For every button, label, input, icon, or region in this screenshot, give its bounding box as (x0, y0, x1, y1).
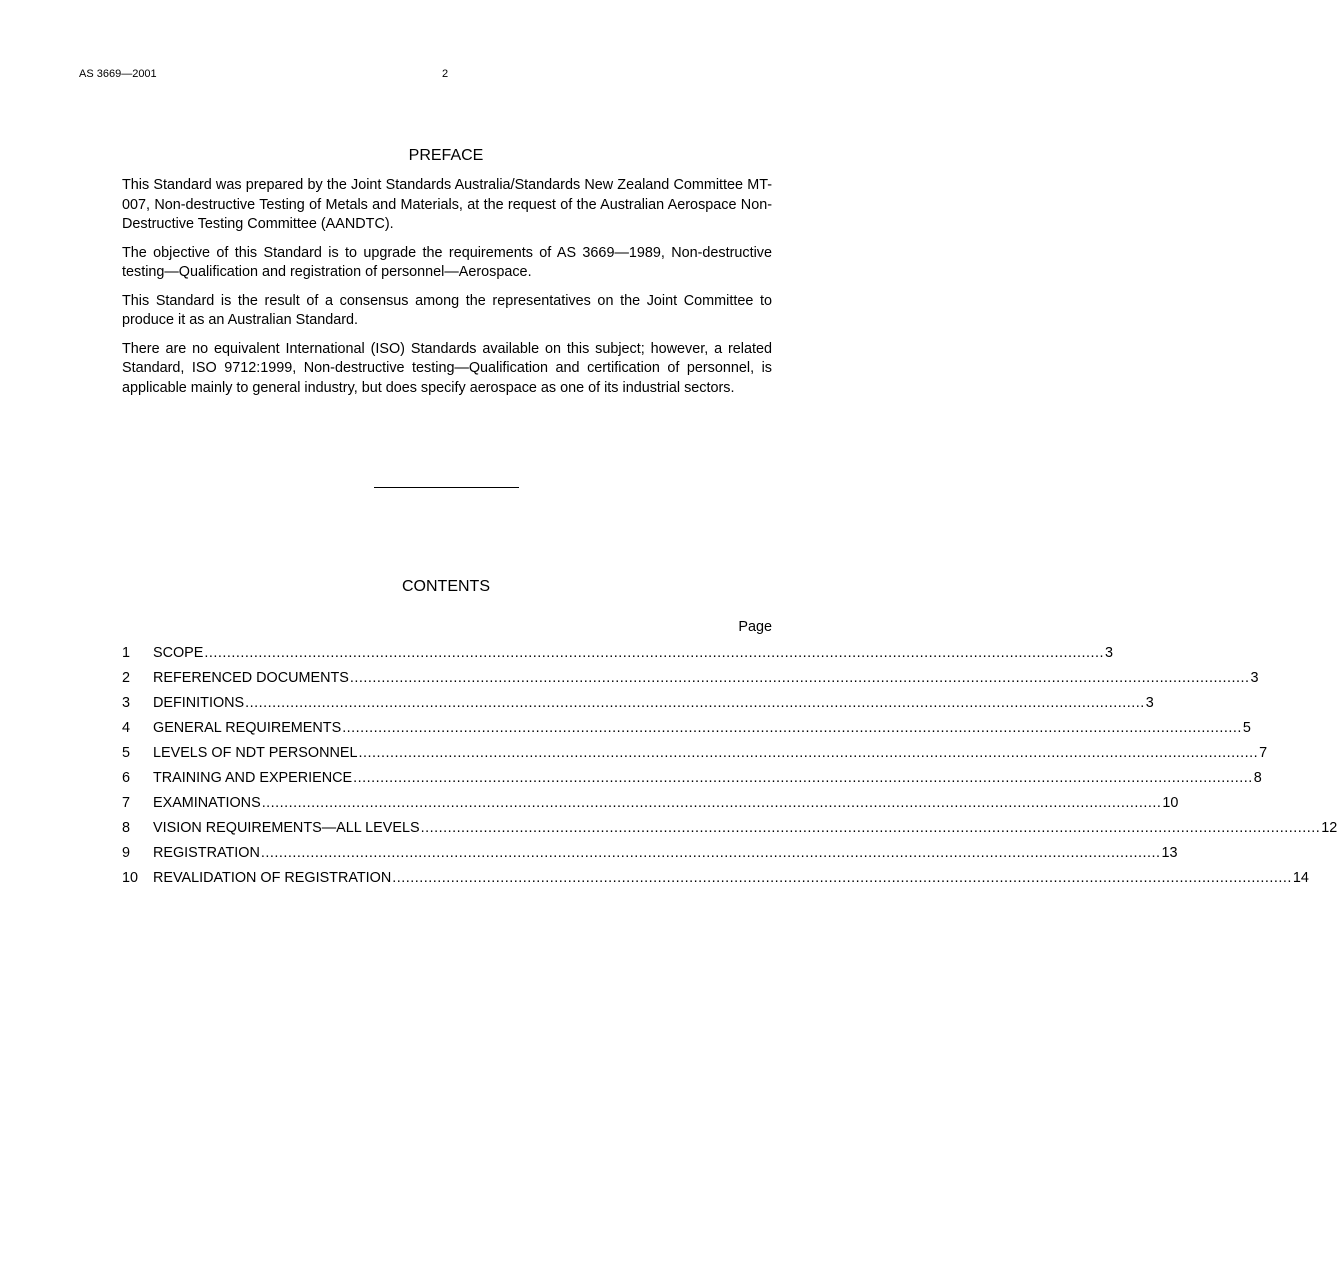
toc-entry-page: 7 (1259, 745, 1268, 761)
toc-entry-title: VISION REQUIREMENTS—ALL LEVELS (153, 820, 420, 836)
preface-paragraph: This Standard is the result of a consensus among the representatives on the Joint Committee to produce it as an Australian Standard. (122, 292, 772, 328)
toc-entry-title: REVALIDATION OF REGISTRATION (153, 870, 392, 886)
preface-paragraph: The objective of this Standard is to upgrade the requirements of AS 3669—1989, Non-destructive testing—Qualification and registration of personnel—Aerospace. (122, 244, 772, 280)
toc-entry-title: SCOPE (153, 645, 204, 661)
toc-leader-dots: ........................................................................................................................................................................................................ (349, 670, 1250, 686)
toc-leader-dots: ........................................................................................................................................................................................................ (245, 695, 1145, 711)
preface-paragraph: This Standard was prepared by the Joint Standards Australia/Standards New Zealand Committee MT-007, Non-destructive Testing of Metals and Materials, at the request of the Australian Aerospace Non-Destructive Testing Committee (AANDTC). (122, 177, 772, 232)
toc-leader-dots: ........................................................................................................................................................................................................ (342, 720, 1242, 736)
toc-leader-dots: ........................................................................................................................................................................................................ (204, 645, 1105, 661)
toc-entry-definitions[interactable] (122, 693, 1154, 718)
toc-entry-page: 12 (1321, 820, 1337, 836)
toc-leader-dots: ........................................................................................................................................................................................................ (358, 745, 1259, 761)
toc-entry-registration[interactable] (122, 843, 1178, 868)
toc-entry-revalidation-of-registration[interactable] (122, 868, 1309, 893)
page-column-label: Page (738, 619, 772, 635)
toc-entry-title: DEFINITIONS (153, 695, 245, 711)
toc-entry-page: 8 (1253, 770, 1262, 786)
toc-entry-page: 3 (1105, 645, 1114, 661)
toc-entry-number: 8 (122, 820, 131, 836)
toc-entry-scope[interactable] (122, 643, 1114, 668)
document-id: AS 3669—2001 (79, 68, 157, 80)
preface-body (122, 176, 772, 407)
toc-entry-page: 5 (1242, 720, 1251, 736)
toc-entry-page: 14 (1292, 870, 1309, 886)
toc-entry-number: 10 (122, 870, 139, 886)
toc-entry-training-and-experience[interactable] (122, 768, 1262, 793)
preface-heading: PREFACE (408, 147, 484, 164)
toc-entry-title: REFERENCED DOCUMENTS (153, 670, 349, 686)
toc-leader-dots: ........................................................................................................................................................................................................ (392, 870, 1292, 886)
toc-leader-dots: ........................................................................................................................................................................................................ (420, 820, 1321, 836)
toc-entry-page: 3 (1250, 670, 1259, 686)
toc-entry-vision-requirements[interactable] (122, 818, 1337, 843)
toc-entry-number: 5 (122, 745, 131, 761)
toc-leader-dots: ........................................................................................................................................................................................................ (261, 795, 1162, 811)
toc-entry-page: 3 (1145, 695, 1154, 711)
toc-entry-title: TRAINING AND EXPERIENCE (153, 770, 353, 786)
toc-leader-dots: ........................................................................................................................................................................................................ (260, 845, 1161, 861)
toc-entry-title: GENERAL REQUIREMENTS (153, 720, 342, 736)
toc-entry-examinations[interactable] (122, 793, 1179, 818)
toc-entry-page: 13 (1161, 845, 1178, 861)
toc-leader-dots: ........................................................................................................................................................................................................ (353, 770, 1253, 786)
section-divider (374, 487, 519, 488)
toc-entry-number: 9 (122, 845, 131, 861)
toc-entry-title: REGISTRATION (153, 845, 260, 861)
toc-entry-referenced-documents[interactable] (122, 668, 1259, 693)
page-number: 2 (442, 68, 449, 80)
preface-paragraph: There are no equivalent International (ISO) Standards available on this subject; however, a related Standard, ISO 9712:1999, Non-destructive testing—Qualification and certification of personnel, is applicable mainly to general industry, but does specify aerospace as one of its industrial sectors. (122, 340, 772, 396)
toc-entry-levels-of-ndt-personnel[interactable] (122, 743, 1268, 768)
toc-entry-title: EXAMINATIONS (153, 795, 261, 811)
toc-entry-title: LEVELS OF NDT PERSONNEL (153, 745, 358, 761)
toc-entry-page: 10 (1162, 795, 1179, 811)
toc-entry-number: 2 (122, 670, 131, 686)
toc-entry-number: 6 (122, 770, 131, 786)
contents-heading: CONTENTS (402, 578, 490, 595)
toc-entry-number: 7 (122, 795, 131, 811)
toc-entry-number: 4 (122, 720, 131, 736)
toc-entry-general-requirements[interactable] (122, 718, 1251, 743)
toc-entry-number: 3 (122, 695, 131, 711)
table-of-contents (122, 643, 1337, 893)
toc-entry-number: 1 (122, 645, 131, 661)
